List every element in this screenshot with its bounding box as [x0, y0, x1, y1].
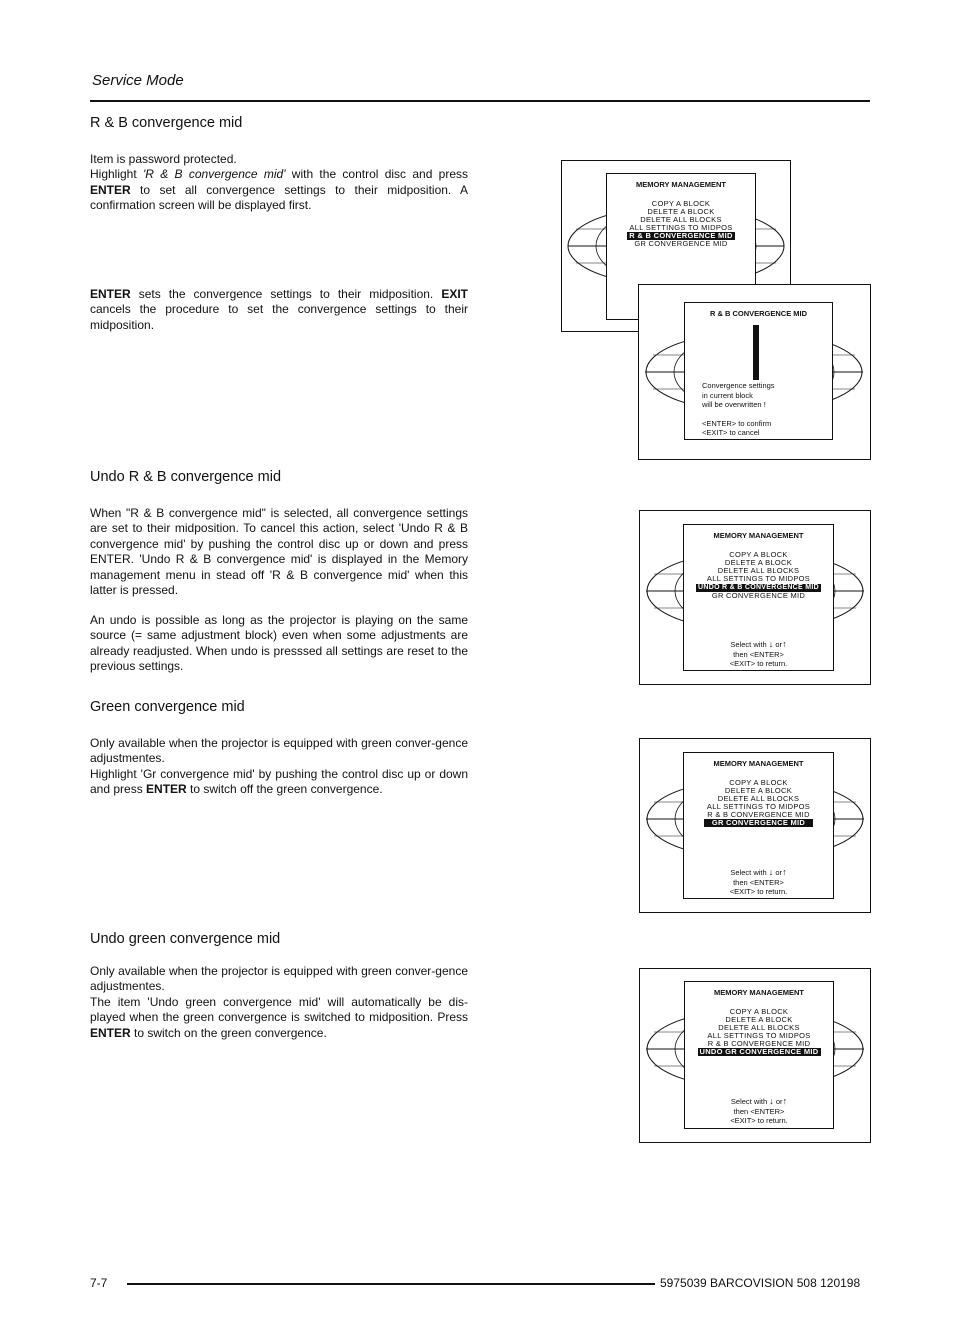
- menu-item-all-mid[interactable]: ALL SETTINGS TO MIDPOS: [629, 223, 733, 232]
- menu-item-delete-all[interactable]: DELETE ALL BLOCKS: [717, 566, 800, 575]
- menu-title: MEMORY MANAGEMENT: [713, 759, 804, 768]
- menu-item-rb-mid-selected[interactable]: R & B CONVERGENCE MID: [629, 231, 733, 240]
- arrow-down-icon: ↓: [768, 867, 774, 877]
- hint-exit: <EXIT> to return.: [729, 659, 788, 668]
- rb-paragraph-2: [90, 287, 468, 333]
- menu-item-rb-mid[interactable]: R & B CONVERGENCE MID: [707, 1039, 811, 1048]
- rb-p2-exit: EXIT: [441, 287, 468, 301]
- confirm-dialog: [684, 302, 833, 440]
- green-p1: Only available when the projector is equipped with green conver-gence adjustmentes.: [90, 736, 468, 766]
- hint-then: then <ENTER>: [733, 877, 784, 887]
- menu-item-all-mid[interactable]: ALL SETTINGS TO MIDPOS: [706, 802, 811, 811]
- section-title-green: Green convergence mid: [90, 699, 245, 715]
- confirm-message: [702, 381, 775, 438]
- green-p2-text2: to switch off the green convergence.: [186, 782, 383, 797]
- screen-memory-undo-gr: [639, 968, 871, 1143]
- undo-rb-paragraph-1: When "R & B convergence mid" is selected, all convergence settings are set to their midposition. To cancel this action, select 'Undo R & B convergence mid' by pushing the control disc up or down and press ENTER. 'Undo R & B convergence mid' is displayed in the Memory management menu in stead off 'R & B convergence mid' when this latter is pressed.: [90, 506, 468, 598]
- memory-menu: [684, 981, 834, 1129]
- hint-select: Select with: [730, 868, 767, 877]
- rb-p2-text2: cancels the procedure to set the convergence settings to their midposition.: [90, 302, 468, 332]
- green-paragraph: [90, 736, 468, 798]
- rb-paragraph-1: [90, 152, 468, 214]
- menu-hint: [684, 640, 833, 669]
- undo-green-p1: Only available when the projector is equipped with green conver-gence adjustmentes.: [90, 964, 468, 994]
- running-header: Service Mode: [92, 72, 184, 89]
- hint-then: then <ENTER>: [733, 649, 784, 659]
- rb-p2-text: sets the convergence settings to their midposition.: [130, 287, 442, 301]
- confirm-exit-hint[interactable]: <EXIT> to cancel: [702, 428, 760, 437]
- menu-item-gr-mid-selected[interactable]: GR CONVERGENCE MID: [704, 819, 813, 827]
- menu-title: MEMORY MANAGEMENT: [713, 531, 804, 540]
- undo-green-p2-text: The item 'Undo green convergence mid' will automatically be dis-played when the green convergence is switched to midposition. Press: [90, 994, 468, 1025]
- section-title-undo-rb: Undo R & B convergence mid: [90, 469, 282, 485]
- rb-p1-em: 'R & B convergence mid': [143, 167, 286, 182]
- menu-item-gr-mid[interactable]: GR CONVERGENCE MID: [634, 239, 728, 248]
- menu-item-all-mid[interactable]: ALL SETTINGS TO MIDPOS: [706, 574, 811, 583]
- undo-green-p2-enter: ENTER: [90, 1025, 131, 1040]
- menu-hint: [684, 868, 833, 897]
- confirm-enter-hint[interactable]: <ENTER> to confirm: [702, 418, 772, 428]
- menu-item-gr-mid[interactable]: GR CONVERGENCE MID: [711, 591, 806, 600]
- menu-item-undo-rb-selected[interactable]: UNDO R & B CONVERGENCE MID: [698, 584, 819, 591]
- rb-p2-enter: ENTER: [90, 287, 131, 301]
- rb-p1-enter: ENTER: [90, 182, 131, 197]
- menu-item-copy[interactable]: COPY A BLOCK: [651, 199, 711, 208]
- footer-rule: [127, 1283, 655, 1285]
- exclamation-icon: [753, 325, 759, 380]
- undo-green-p2-text2: to switch on the green convergence.: [130, 1025, 327, 1040]
- hint-exit: <EXIT> to return.: [729, 887, 788, 896]
- screen-memory-gr: [639, 738, 871, 913]
- menu-item-copy[interactable]: COPY A BLOCK: [729, 1007, 789, 1016]
- menu-item-copy[interactable]: COPY A BLOCK: [729, 550, 788, 559]
- arrow-up-icon: ↑: [782, 867, 787, 877]
- menu-item-delete[interactable]: DELETE A BLOCK: [647, 207, 715, 216]
- confirm-title: R & B CONVERGENCE MID: [709, 309, 808, 318]
- rb-p1-text2: with the control disc and press: [285, 167, 469, 182]
- menu-item-delete-all[interactable]: DELETE ALL BLOCKS: [717, 794, 800, 803]
- arrow-up-icon: ↑: [782, 639, 787, 649]
- arrow-down-icon: ↓: [769, 1096, 774, 1106]
- menu-item-delete-all[interactable]: DELETE ALL BLOCKS: [718, 1023, 800, 1032]
- memory-menu: [683, 752, 834, 899]
- screen-rb-confirm: [638, 284, 871, 460]
- green-p2-enter: ENTER: [146, 782, 187, 797]
- menu-title: MEMORY MANAGEMENT: [636, 180, 726, 189]
- green-p2-text: Highlight 'Gr convergence mid' by pushing the control disc up or down and press: [90, 766, 468, 797]
- arrow-down-icon: ↓: [768, 639, 774, 649]
- confirm-line-2: in current block: [702, 390, 753, 400]
- confirm-line-3: will be overwritten !: [702, 400, 766, 409]
- hint-exit: <EXIT> to return.: [730, 1116, 788, 1125]
- rb-p1-text: Highlight: [90, 167, 143, 182]
- hint-select: Select with: [730, 640, 767, 649]
- hint-or: or: [775, 1097, 783, 1106]
- menu-hint: [685, 1097, 833, 1126]
- hint-or: or: [775, 640, 783, 649]
- menu-item-delete-all[interactable]: DELETE ALL BLOCKS: [640, 215, 722, 224]
- rb-p1-line: Item is password protected.: [90, 152, 237, 166]
- confirm-line-1: Convergence settings: [702, 381, 775, 390]
- undo-green-paragraph: [90, 964, 468, 1041]
- menu-title: MEMORY MANAGEMENT: [714, 988, 804, 997]
- menu-item-rb-mid[interactable]: R & B CONVERGENCE MID: [707, 810, 810, 819]
- rb-p1-text3: to set all convergence settings to their midposition. A confirmation screen will be displayed first.: [90, 182, 468, 213]
- hint-or: or: [775, 868, 783, 877]
- section-title-undo-green: Undo green convergence mid: [90, 931, 281, 947]
- undo-rb-paragraph-2: An undo is possible as long as the projector is playing on the same source (= same adjustment block) even when some adjustments are already readjusted. When undo is presssed all settings are reset to the previous settings.: [90, 613, 468, 674]
- menu-item-delete[interactable]: DELETE A BLOCK: [725, 1015, 793, 1024]
- document-id: 5975039 BARCOVISION 508 120198: [660, 1276, 861, 1290]
- hint-then: then <ENTER>: [733, 1106, 785, 1116]
- memory-menu: [683, 524, 834, 671]
- menu-item-all-mid[interactable]: ALL SETTINGS TO MIDPOS: [707, 1031, 811, 1040]
- menu-item-copy[interactable]: COPY A BLOCK: [729, 778, 788, 787]
- header-rule: [90, 100, 870, 102]
- page-number: 7-7: [90, 1276, 108, 1290]
- hint-select: Select with: [730, 1097, 768, 1106]
- arrow-up-icon: ↑: [782, 1096, 788, 1106]
- section-title-rb: R & B convergence mid: [90, 115, 243, 131]
- menu-item-undo-gr-selected[interactable]: UNDO GR CONVERGENCE MID: [699, 1047, 819, 1056]
- menu-item-delete[interactable]: DELETE A BLOCK: [724, 786, 793, 795]
- menu-item-delete[interactable]: DELETE A BLOCK: [724, 558, 793, 567]
- screen-memory-undo-rb: [639, 510, 871, 685]
